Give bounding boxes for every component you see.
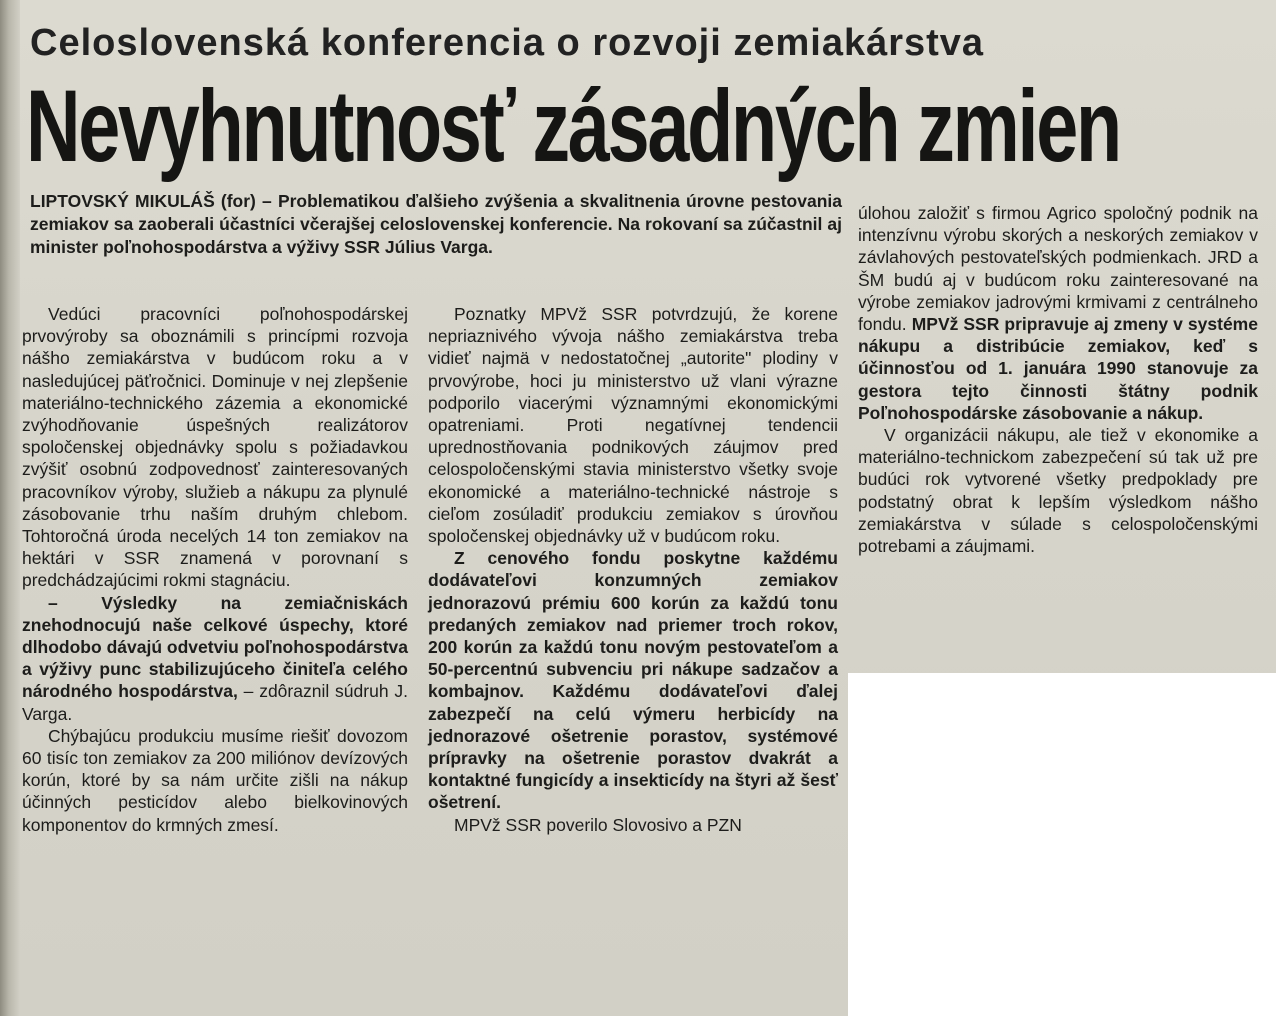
paragraph-bold: Z cenového fondu poskytne každému dodávateľovi konzumných zemiakov jednorazovú prémiu 600 korún za každú tonu predaných zemiakov nad priemer troch rokov, 200 korún za každú tonu novým pestovateľom a 50-percentnú subvenciu pri nákupe sadzačov a kombajnov. Každému dodávateľovi ďalej zabezpečí na celú výmeru herbicídy na jednorazové ošetrenie porastov, systémové prípravky na ošetrenie porastov dvakrát a kontaktné fungicídy a insekticídy na štyri až šesť ošetrení. [428, 548, 838, 813]
paragraph: Poznatky MPVž SSR potvrdzujú, že korene nepriaznivého vývoja nášho zemiakárstva treba vidieť najmä v nedostatočnej „autorite" plodiny v prvovýrobe, hoci ju ministerstvo už vlani výrazne podporilo viacerými významnými ekonomickými opatreniami. Proti negatívnej tendencii uprednostňovania podnikových záujmov pred celospoločenskými stavia ministerstvo všetky svoje ekonomické a materiálno-technické nástroje s cieľom zosúladiť produkciu zemiakov s úrovňou spoločenskej objednávky už v budúcom roku. [428, 304, 838, 547]
paragraph-quote [22, 592, 408, 725]
paragraph: MPVž SSR poverilo Slovosivo a PZN [454, 814, 742, 835]
paragraph: Chýbajúcu produkciu musíme riešiť dovozom 60 tisíc ton zemiakov za 200 miliónov devízových korún, ktoré by sa nám určite zišli na nákup účinných pesticídov alebo bielkovinových komponentov do krmných zmesí. [22, 725, 408, 835]
paragraph: Vedúci pracovníci poľnohospodárskej prvovýroby sa oboznámili s princípmi rozvoja nášho zemiakárstva v budúcom roku a v nasledujúcej päťročnici. Dominuje v nej zlepšenie materiálno-technického zázemia a ekonomické zvýhodňovanie úspešných realizátorov spoločenskej objednávky spolu s požiadavkou zvýšiť osobnú zodpovednosť zainteresovaných pracovníkov výroby, služieb a nákupu za plynulé zásobovanie trhu naším druhým chlebom. Tohtoročná úroda necelých 14 ton zemiakov na hektári v SSR znamená v porovnaní s predchádzajúcimi rokmi stagnáciu. [22, 304, 408, 591]
page-spine-shadow [0, 0, 20, 1016]
article-lead: LIPTOVSKÝ MIKULÁŠ (for) – Problematikou ďalšieho zvýšenia a skvalitnenia úrovne pestovania zemiakov sa zaoberali účastníci včerajšej celoslovenskej konferencie. Na rokovaní sa zúčastnil aj minister poľnohospodárstva a výživy SSR Július Varga. [30, 191, 842, 257]
blank-area [848, 673, 1276, 1016]
article-column-2 [428, 303, 838, 836]
paragraph-bold-span: MPVž SSR pripravuje aj zmeny v systéme nákupu a distribúcie zemiakov, keď s účinnosťou od 1. januára 1990 stanovuje za gestora tejto činnosti štátny podnik Poľnohospodárske zásobovanie a nákup. [858, 314, 1258, 423]
quote-text: – Výsledky na zemiačniskách znehodnocujú naše celkové úspechy, ktoré dlhodobo dávajú odvetviu poľnohospodárstva a výživy punc stabilizujúceho činiteľa celého národného hospodárstva, [22, 592, 408, 702]
paragraph-intro: úlohou založiť s firmou Agrico spoločný podnik na intenzívnu výrobu skorých a neskorých zemiakov v závlahových pestovateľských podmienkach. JRD a ŠM budú aj v budúcom roku zainteresované na výrobe zemiakov jadrovými krmivami z centrálneho fondu. [858, 203, 1258, 335]
article-column-3 [858, 202, 1258, 557]
quote-attribution: – zdôraznil súdruh J. Varga. [22, 681, 408, 724]
article-kicker: Celoslovenská konferencia o rozvoji zemiakárstva [30, 22, 985, 64]
paragraph-continued [858, 202, 1258, 424]
article-column-1 [22, 303, 408, 836]
article-headline: Nevyhnutnosť zásadných zmien [26, 69, 1120, 183]
paragraph: V organizácii nákupu, ale tiež v ekonomike a materiálno-technickom zabezpečení sú tak už pre budúci rok vytvorené všetky predpoklady pre podstatný obrat k lepším výsledkom nášho zemiakárstva v súlade s celospoločenskými potrebami a záujmami. [858, 425, 1258, 557]
